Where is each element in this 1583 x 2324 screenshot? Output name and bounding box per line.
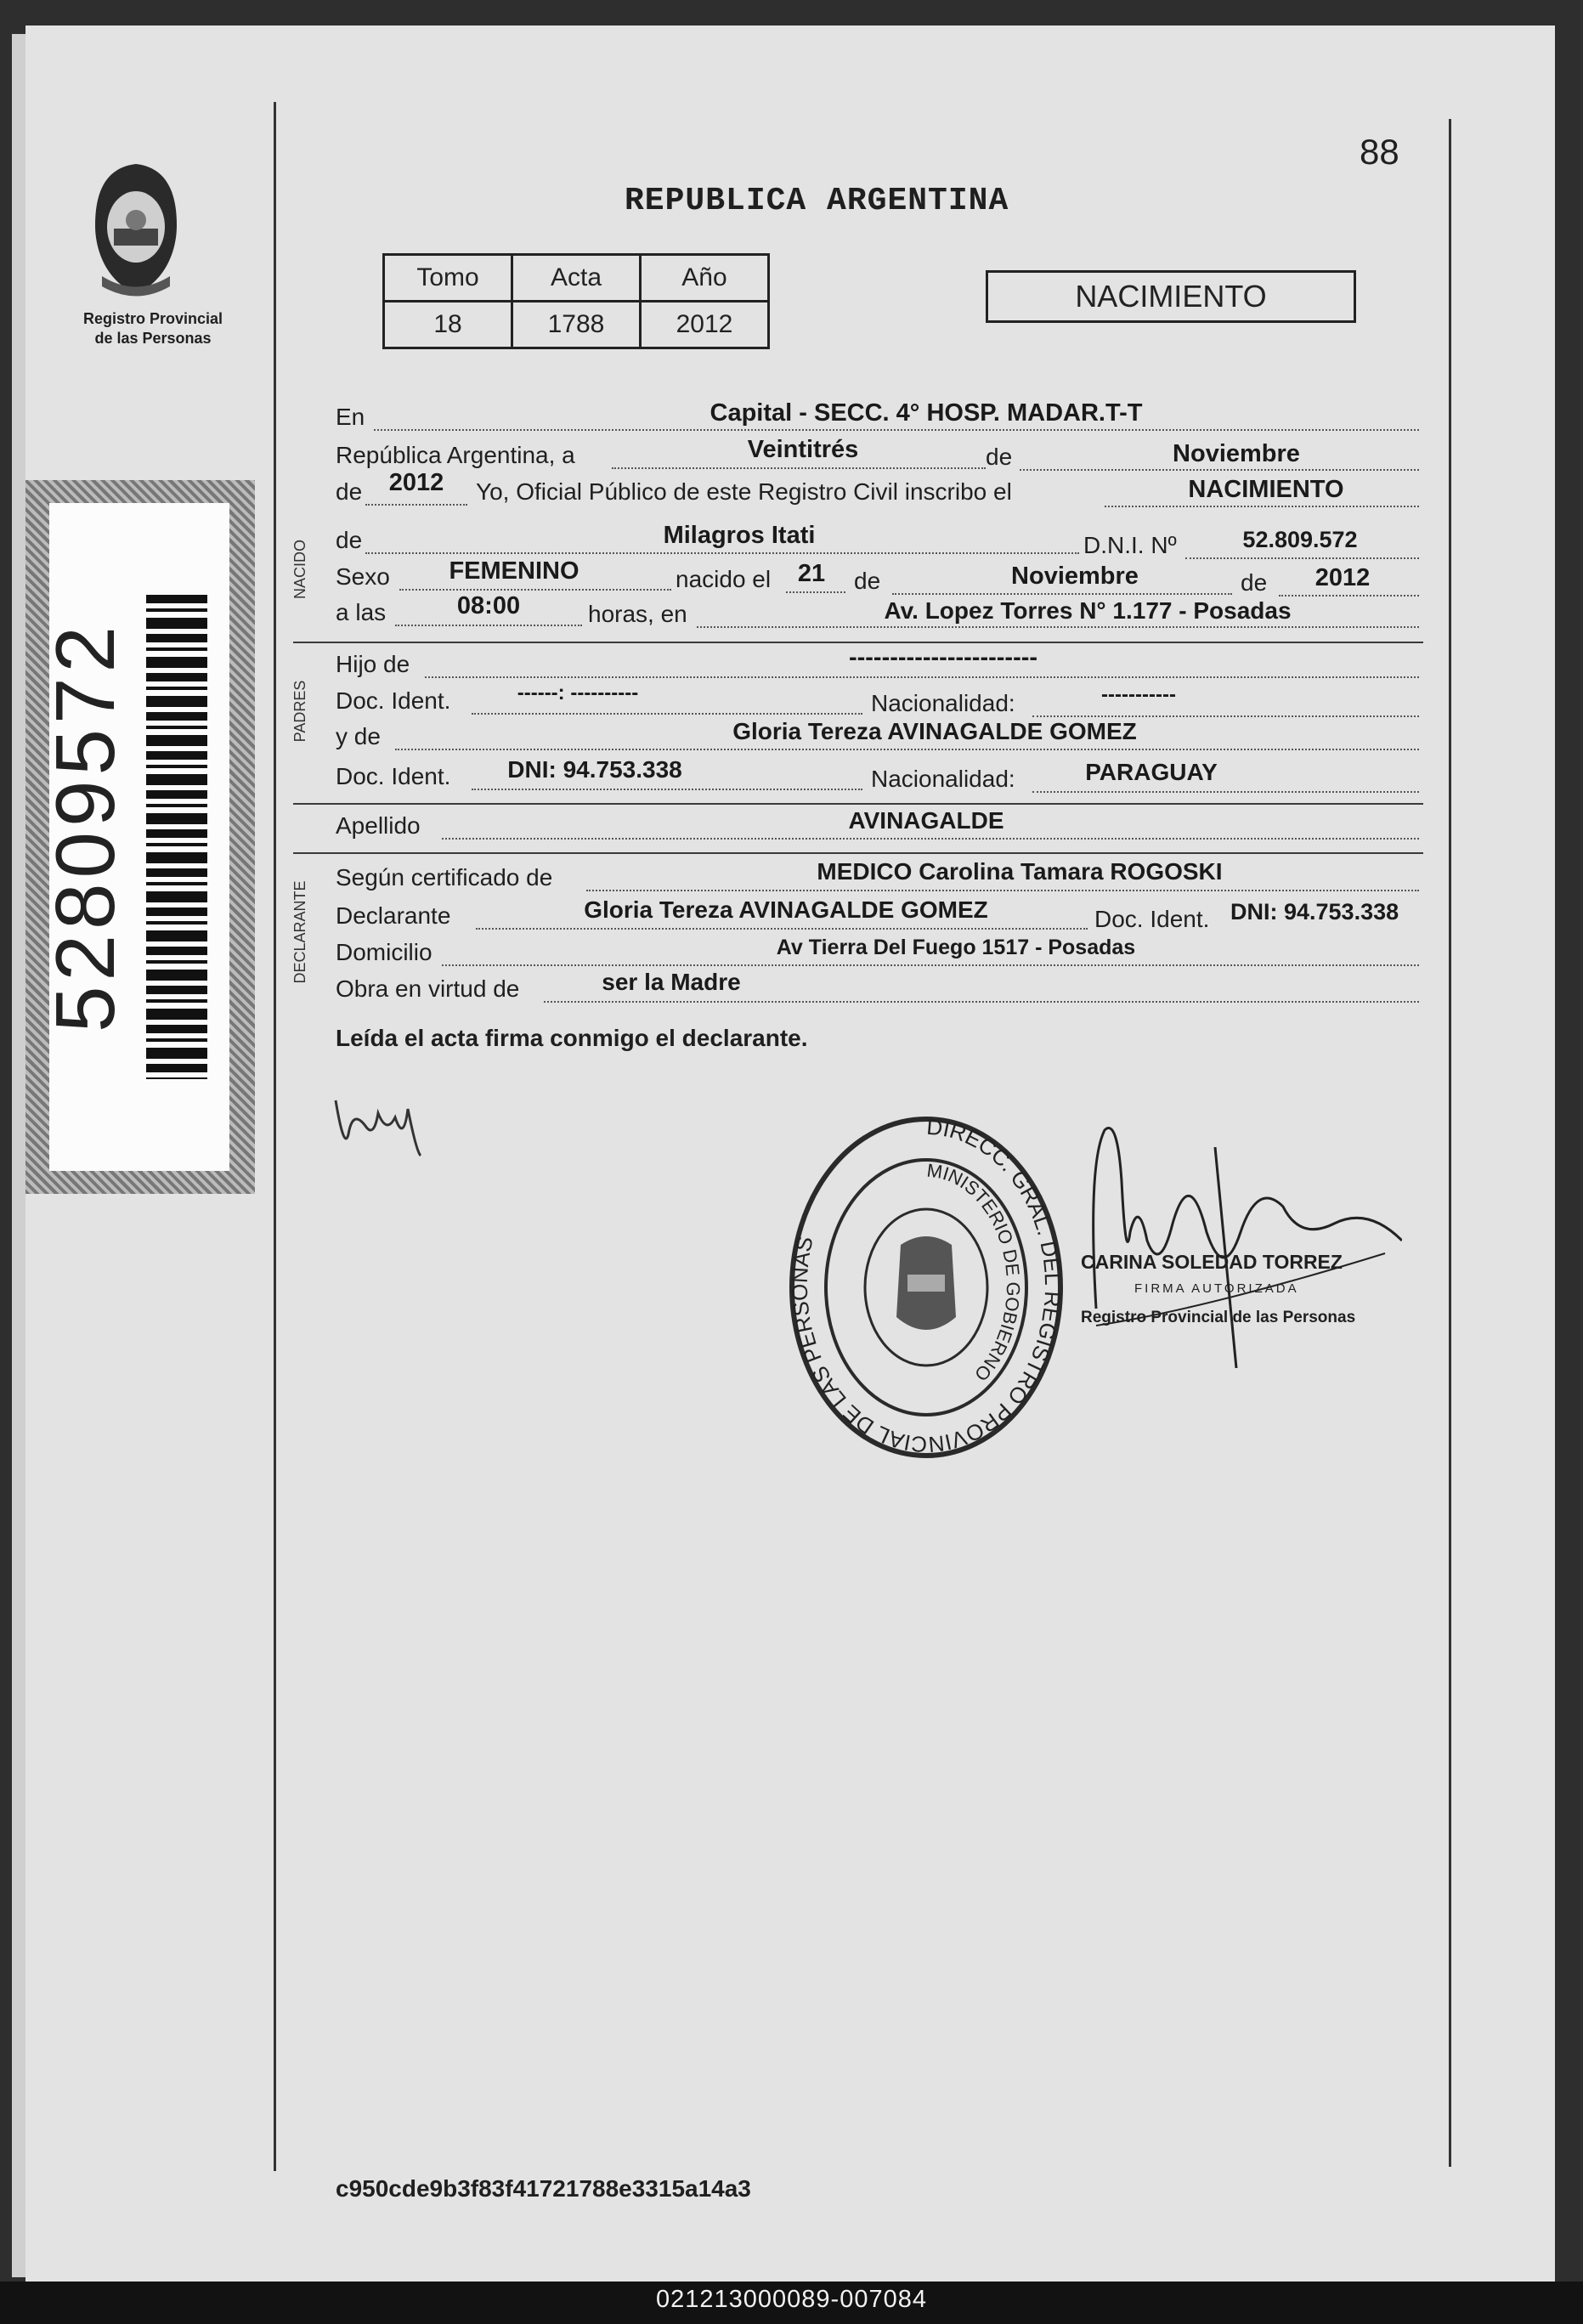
- value-obra: ser la Madre: [602, 969, 741, 995]
- divider-after-apellido: [293, 852, 1423, 854]
- dotted-line: [612, 467, 986, 469]
- act-type-box: NACIMIENTO: [986, 270, 1356, 323]
- dotted-line: [425, 676, 1419, 678]
- value-lugar: Capital - SECC. 4° HOSP. MADAR.T-T: [710, 399, 1143, 427]
- scan-footer-id: 021213000089-007084: [656, 2286, 927, 2313]
- dotted-line: [395, 749, 1419, 750]
- label-doc-ident2: Doc. Ident.: [336, 763, 451, 789]
- value-dia-nac: 21: [797, 560, 826, 587]
- label-nacionalidad: Nacionalidad:: [871, 690, 1015, 716]
- acta-header: Acta: [512, 255, 641, 302]
- value-padre-doc: ------: ----------: [517, 681, 639, 704]
- stamp-outer-text: DIRECC. GRAL. DEL REGISTRO PROVINCIAL DE LAS PERSONAS: [786, 1113, 1066, 1458]
- left-margin-line: [274, 102, 276, 2171]
- label-apellido: Apellido: [336, 812, 421, 839]
- province-coat-of-arms-logo: [85, 157, 187, 302]
- acta-value: 1788: [512, 302, 641, 348]
- value-tipo: NACIMIENTO: [1188, 476, 1344, 503]
- dotted-line: [1032, 715, 1419, 717]
- official-name: CARINA SOLEDAD TORREZ: [1081, 1251, 1343, 1273]
- tomo-header: Tomo: [384, 255, 512, 302]
- document-hash: c950cde9b3f83f41721788e3315a14a3: [336, 2175, 751, 2202]
- divider-after-padres: [293, 803, 1423, 805]
- label-de2: de: [854, 568, 881, 594]
- label-doc-ident: Doc. Ident.: [336, 687, 451, 714]
- anio-value: 2012: [641, 302, 769, 348]
- label-segun-certificado: Según certificado de: [336, 864, 553, 891]
- dotted-line: [892, 593, 1232, 595]
- section-label-nacido: NACIDO: [291, 540, 308, 600]
- closing-statement: Leída el acta firma conmigo el declarante.: [336, 1025, 808, 1051]
- value-declarante-doc: DNI: 94.753.338: [1230, 899, 1399, 925]
- dotted-line: [1185, 557, 1419, 559]
- dotted-line: [399, 589, 671, 591]
- value-sexo: FEMENINO: [449, 557, 579, 585]
- label-declarante: Declarante: [336, 902, 451, 929]
- value-mes: Noviembre: [1173, 440, 1300, 467]
- label-domicilio: Domicilio: [336, 939, 432, 965]
- value-dni: 52.809.572: [1242, 527, 1358, 552]
- dotted-line: [1279, 595, 1419, 597]
- dotted-line: [374, 429, 1419, 431]
- dotted-line: [1105, 506, 1419, 507]
- barcode-number: 52809572: [38, 620, 132, 1033]
- tomo-value: 18: [384, 302, 512, 348]
- dotted-line: [1020, 469, 1419, 471]
- page-number: 88: [1360, 132, 1399, 172]
- dotted-line: [442, 838, 1419, 840]
- label-a-las: a las: [336, 599, 387, 625]
- value-nombre: Milagros Itati: [663, 522, 816, 549]
- label-doc-ident3: Doc. Ident.: [1094, 906, 1210, 932]
- official-stamp: [782, 1109, 1071, 1466]
- document-title: REPUBLICA ARGENTINA: [625, 183, 1009, 219]
- official-organization: Registro Provincial de las Personas: [1081, 1309, 1356, 1326]
- label-horas-en: horas, en: [588, 601, 687, 627]
- declarant-signature: [327, 1075, 438, 1168]
- official-role: FIRMA AUTORIZADA: [1134, 1281, 1299, 1296]
- value-mes-nac: Noviembre: [1011, 563, 1139, 590]
- label-obra-en-virtud: Obra en virtud de: [336, 975, 520, 1002]
- barcode-bars: [146, 595, 207, 1079]
- label-en: En: [336, 404, 365, 430]
- label-de-year: de: [336, 478, 363, 505]
- label-de: de: [986, 444, 1013, 470]
- dotted-line: [365, 504, 467, 506]
- value-padre-nac: -----------: [1101, 683, 1176, 706]
- label-de3: de: [1241, 569, 1268, 596]
- authorized-signature: [1079, 1113, 1402, 1368]
- anio-header: Año: [641, 255, 769, 302]
- label-nacionalidad2: Nacionalidad:: [871, 766, 1015, 792]
- dotted-line: [472, 713, 862, 715]
- dotted-line: [586, 890, 1419, 891]
- value-padre: -----------------------: [848, 644, 1038, 671]
- value-madre-doc: DNI: 94.753.338: [507, 756, 682, 783]
- value-anio: 2012: [388, 469, 444, 496]
- value-declarante: Gloria Tereza AVINAGALDE GOMEZ: [584, 896, 988, 923]
- right-margin-line: [1449, 119, 1451, 2167]
- dotted-line: [544, 1001, 1419, 1003]
- registry-table: [382, 253, 770, 349]
- value-direccion-nac: Av. Lopez Torres N° 1.177 - Posadas: [884, 597, 1292, 624]
- label-dni: D.N.I. Nº: [1083, 532, 1177, 558]
- value-apellido: AVINAGALDE: [848, 807, 1004, 834]
- section-label-padres: PADRES: [291, 680, 308, 743]
- value-dia-letras: Veintitrés: [747, 436, 859, 463]
- stamp-inner-text: MINISTERIO DE GOBIERNO: [925, 1159, 1025, 1386]
- label-de-name: de: [336, 527, 363, 553]
- value-domicilio: Av Tierra Del Fuego 1517 - Posadas: [776, 936, 1136, 959]
- value-certificado: MEDICO Carolina Tamara ROGOSKI: [817, 858, 1223, 885]
- label-oficial: Yo, Oficial Público de este Registro Civil inscribo el: [476, 478, 1012, 505]
- label-republica-a: República Argentina, a: [336, 442, 575, 468]
- dotted-line: [476, 928, 1088, 930]
- logo-caption-line1: Registro Provincial: [82, 310, 223, 327]
- section-label-declarante: DECLARANTE: [291, 880, 308, 984]
- label-hijo-de: Hijo de: [336, 651, 410, 677]
- dotted-line: [786, 591, 845, 593]
- label-nacido-el: nacido el: [676, 566, 772, 592]
- dotted-line: [395, 625, 582, 626]
- value-hora: 08:00: [456, 592, 521, 619]
- value-anio-nac: 2012: [1314, 564, 1371, 591]
- logo-caption-line2: de las Personas: [94, 330, 212, 347]
- dotted-line: [472, 789, 862, 790]
- value-madre: Gloria Tereza AVINAGALDE GOMEZ: [732, 718, 1137, 744]
- dotted-line: [697, 626, 1419, 628]
- dotted-line: [365, 552, 1079, 554]
- label-y-de: y de: [336, 723, 381, 749]
- value-madre-nac: PARAGUAY: [1085, 759, 1218, 785]
- label-sexo: Sexo: [336, 563, 390, 590]
- dotted-line: [442, 964, 1419, 966]
- dotted-line: [1032, 791, 1419, 793]
- divider-after-nacido: [293, 642, 1423, 643]
